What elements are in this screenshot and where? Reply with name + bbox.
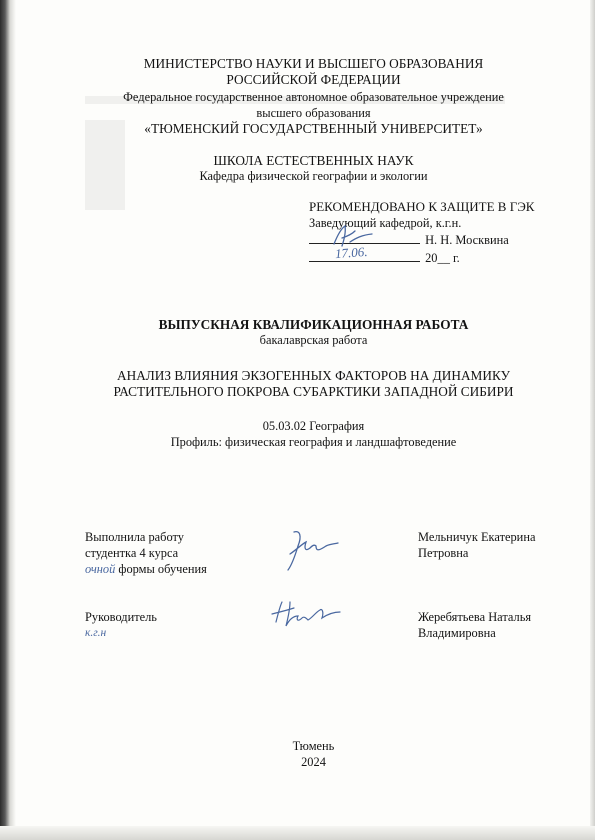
- specialty-code: 05.03.02 География: [262, 419, 365, 433]
- thesis-title-line-2: РАСТИТЕЛЬНОГО ПОКРОВА СУБАРКТИКИ ЗАПАДНОЙ СИБИРИ: [113, 384, 514, 399]
- ministry-line-1: МИНИСТЕРСТВО НАУКИ И ВЫСШЕГО ОБРАЗОВАНИЯ: [143, 56, 484, 71]
- work-level: бакалаврская работа: [259, 333, 368, 347]
- approval-date-line: [309, 250, 460, 266]
- work-type: ВЫПУСКНАЯ КВАЛИФИКАЦИОННАЯ РАБОТА: [158, 317, 469, 332]
- university-name: «ТЮМЕНСКИЙ ГОСУДАРСТВЕННЫЙ УНИВЕРСИТЕТ»: [144, 121, 483, 136]
- supervisor-name-line-2: Владимировна: [418, 626, 496, 640]
- scan-left-edge: [0, 0, 16, 840]
- author-label-line-2: студентка 4 курса: [85, 546, 179, 560]
- approval-title: РЕКОМЕНДОВАНО К ЗАЩИТЕ В ГЭК: [309, 199, 535, 214]
- author-name-line-1: Мельничук Екатерина: [418, 530, 536, 544]
- scan-bottom-edge: [0, 826, 595, 840]
- institution-line-1: Федеральное государственное автономное образовательное учреждение: [123, 90, 504, 104]
- author-signature-image: [280, 526, 342, 576]
- approval-head-name: Н. Н. Москвина: [425, 233, 509, 247]
- supervisor-name-line-1: Жеребятьева Наталья: [418, 610, 532, 624]
- school-name: ШКОЛА ЕСТЕСТВЕННЫХ НАУК: [213, 153, 414, 168]
- year: 2024: [301, 755, 326, 769]
- study-form-word: очной: [85, 562, 116, 576]
- supervisor-degree: к.г.н: [85, 627, 107, 639]
- approval-date-year: 20__ г.: [425, 251, 460, 265]
- institution-line-2: высшего образования: [256, 106, 371, 120]
- handwritten-date: 17.06.: [334, 243, 368, 262]
- author-label-line-1: Выполнила работу: [85, 530, 184, 544]
- author-name-line-2: Петровна: [418, 546, 469, 560]
- study-form-rest: формы обучения: [115, 562, 207, 576]
- department-name: Кафедра физической географии и экологии: [199, 169, 428, 183]
- approval-head-line: Заведующий кафедрой, к.г.н.: [309, 216, 462, 230]
- ministry-line-2: РОССИЙСКОЙ ФЕДЕРАЦИИ: [226, 72, 401, 87]
- supervisor-label: Руководитель: [85, 610, 157, 624]
- thesis-title-line-1: АНАЛИЗ ВЛИЯНИЯ ЭКЗОГЕННЫХ ФАКТОРОВ НА ДИНАМИКУ: [116, 368, 510, 383]
- author-label-line-3: [85, 562, 207, 577]
- city: Тюмень: [292, 739, 335, 753]
- supervisor-signature-image: [268, 596, 344, 632]
- specialty-profile: Профиль: физическая география и ландшафтоведение: [170, 435, 457, 449]
